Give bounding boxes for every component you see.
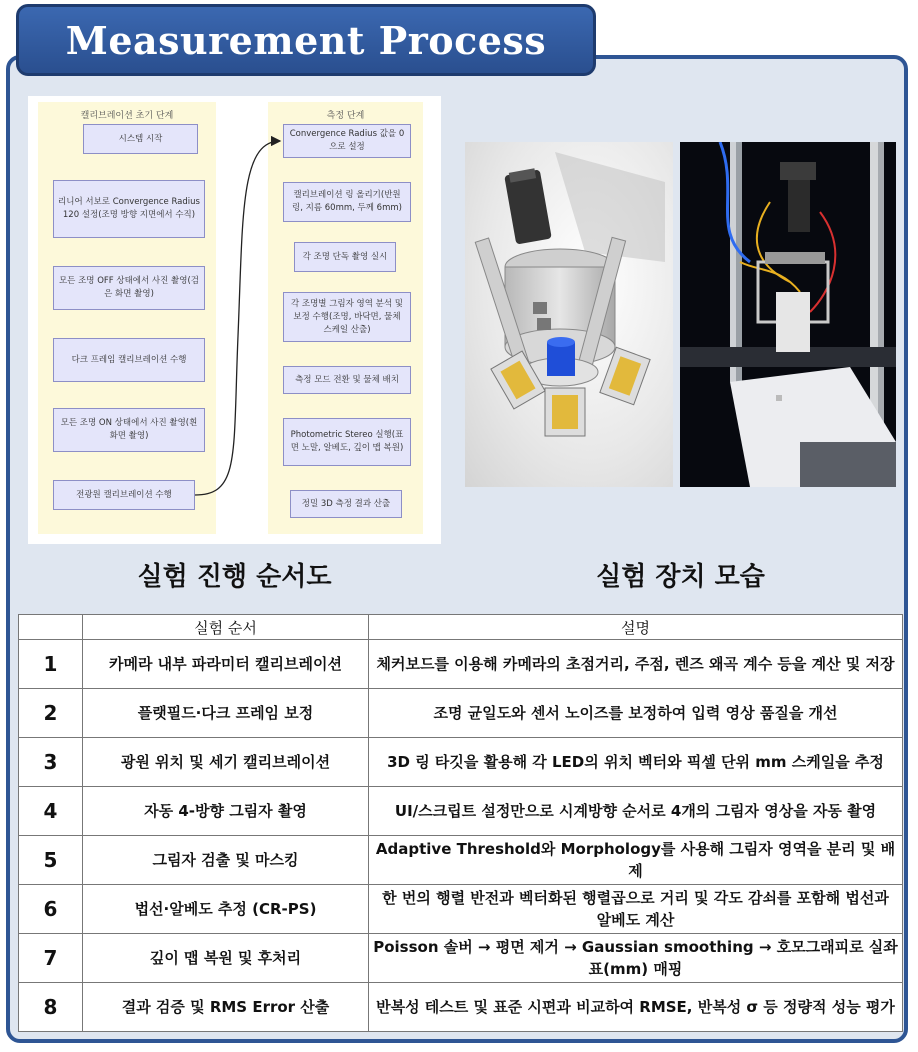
step-number: 6	[19, 885, 83, 934]
step-name: 카메라 내부 파라미터 캘리브레이션	[83, 640, 369, 689]
flow-step: Photometric Stereo 실행(표면 노말, 알베도, 깊이 맵 복원)	[283, 418, 411, 466]
flow-step: 리니어 서보로 Convergence Radius 120 설정(조명 방향 지면에서 수직)	[53, 180, 205, 238]
step-name: 깊이 맵 복원 및 후처리	[83, 934, 369, 983]
device-photo-image	[680, 142, 896, 487]
table-row	[19, 738, 903, 787]
flow-step: 시스템 시작	[83, 124, 198, 154]
page-title: Measurement Process	[16, 4, 596, 76]
step-description: 조명 균일도와 센서 노이즈를 보정하여 입력 영상 품질을 개선	[369, 689, 903, 738]
table-header-row	[19, 615, 903, 640]
flow-step: 모든 조명 OFF 상태에서 사진 촬영(검은 화면 촬영)	[53, 266, 205, 310]
step-number: 8	[19, 983, 83, 1032]
step-description: 체커보드를 이용해 카메라의 초점거리, 주점, 렌즈 왜곡 계수 등을 계산 및 저장	[369, 640, 903, 689]
flowchart-caption: 실험 진행 순서도	[137, 562, 332, 592]
table-row	[19, 787, 903, 836]
step-number: 2	[19, 689, 83, 738]
flow-step: 캘리브레이션 링 올리기(반원링, 지름 60mm, 두께 6mm)	[283, 182, 411, 222]
table-row	[19, 640, 903, 689]
step-name: 자동 4-방향 그림자 촬영	[83, 787, 369, 836]
step-description: 3D 링 타깃을 활용해 각 LED의 위치 벡터와 픽셀 단위 mm 스케일을 추정	[369, 738, 903, 787]
step-number: 7	[19, 934, 83, 983]
step-name: 결과 검증 및 RMS Error 산출	[83, 983, 369, 1032]
table-row	[19, 885, 903, 934]
step-number: 3	[19, 738, 83, 787]
step-name: 광원 위치 및 세기 캘리브레이션	[83, 738, 369, 787]
table-row	[19, 983, 903, 1032]
table-row	[19, 934, 903, 983]
lane-title: 캘리브레이션 초기 단계	[80, 111, 174, 121]
flow-step: 정밀 3D 측정 결과 산출	[290, 490, 402, 518]
step-name: 그림자 검출 및 마스킹	[83, 836, 369, 885]
flow-step: 각 조명별 그림자 영역 분석 및 보정 수행(조명, 바닥면, 물체 스케일 산출)	[283, 292, 411, 342]
flow-step: 전광원 캘리브레이션 수행	[53, 480, 195, 510]
flow-step: 측정 모드 전환 및 물체 배치	[283, 366, 411, 394]
flow-step: 각 조명 단독 촬영 실시	[294, 242, 396, 272]
flow-connector	[28, 96, 441, 544]
header-step: 실험 순서	[83, 615, 369, 640]
step-name: 플랫필드·다크 프레임 보정	[83, 689, 369, 738]
step-number: 5	[19, 836, 83, 885]
table-row	[19, 836, 903, 885]
lane-title: 측정 단계	[326, 111, 365, 121]
flow-step: Convergence Radius 값을 0으로 설정	[283, 124, 411, 158]
step-description: Poisson 솔버 → 평면 제거 → Gaussian smoothing → 호모그래피로 실좌표(mm) 매핑	[369, 934, 903, 983]
step-name: 법선·알베도 추정 (CR-PS)	[83, 885, 369, 934]
header-description: 설명	[369, 615, 903, 640]
flowchart	[28, 96, 441, 544]
step-number: 4	[19, 787, 83, 836]
step-description: Adaptive Threshold와 Morphology를 사용해 그림자 영역을 분리 및 배제	[369, 836, 903, 885]
table-row	[19, 689, 903, 738]
header-number	[19, 615, 83, 640]
setup-caption: 실험 장치 모습	[596, 562, 765, 592]
flow-step: 다크 프레임 캘리브레이션 수행	[53, 338, 205, 382]
step-description: 반복성 테스트 및 표준 시편과 비교하여 RMSE, 반복성 σ 등 정량적 성능 평가	[369, 983, 903, 1032]
step-number: 1	[19, 640, 83, 689]
step-description: 한 번의 행렬 반전과 벡터화된 행렬곱으로 거리 및 각도 감쇠를 포함해 법선과 알베도 계산	[369, 885, 903, 934]
device-model-image	[465, 142, 673, 487]
step-description: UI/스크립트 설정만으로 시계방향 순서로 4개의 그림자 영상을 자동 촬영	[369, 787, 903, 836]
experiment-steps-table	[18, 614, 903, 1032]
flow-step: 모든 조명 ON 상태에서 사진 촬영(흰 화면 촬영)	[53, 408, 205, 452]
